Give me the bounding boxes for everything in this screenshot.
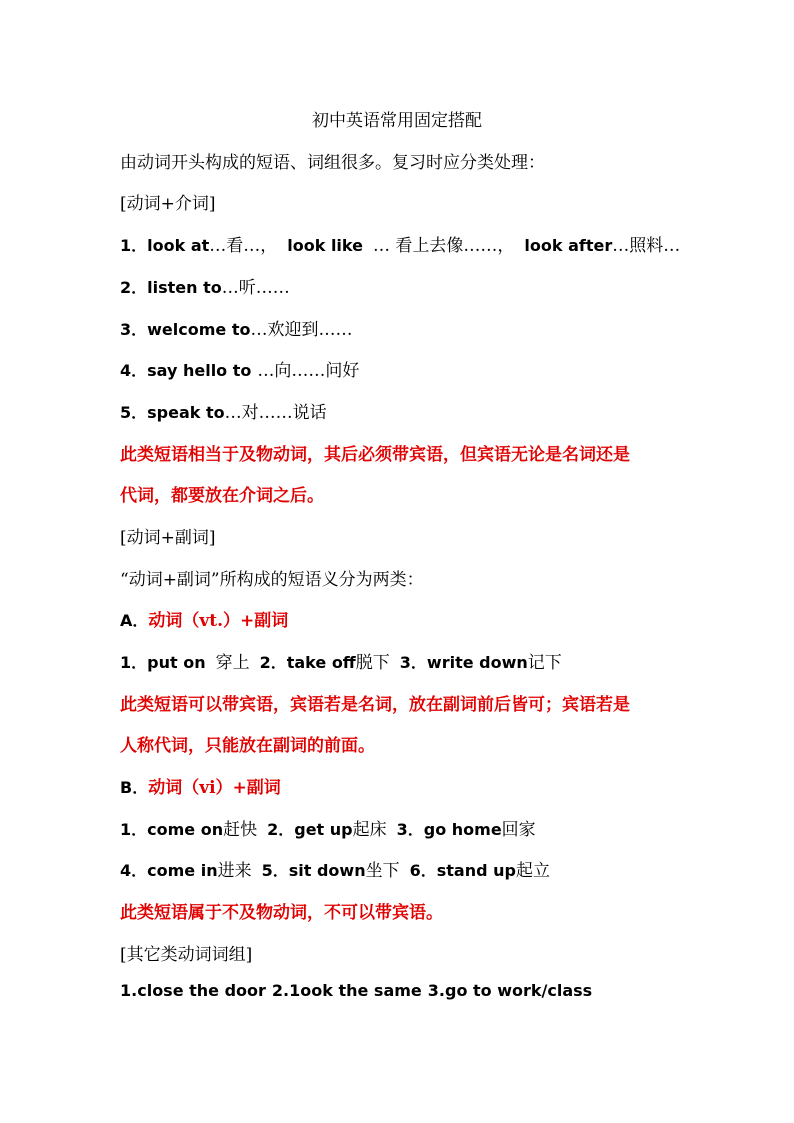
list-item (120, 315, 352, 340)
phrase-zh: 赶快 (223, 820, 258, 840)
section-heading-verb-prep: [动词+介词] (120, 194, 216, 214)
phrase-en: get up (294, 820, 353, 839)
phrase-en: put on (147, 653, 206, 672)
phrase-zh: 脱下 (355, 653, 390, 673)
section-heading-verb-adv: [动词+副词] (120, 528, 216, 548)
item-number: 1. (120, 981, 138, 1000)
grammar-note: 此类短语相当于及物动词，其后必须带宾语，但宾语无论是名词还是 (120, 445, 630, 465)
grammar-note: 代词，都要放在介词之后。 (120, 486, 324, 506)
phrase-zh: …听…… (221, 278, 290, 298)
subsection-title: 动词（vt.）+副词 (148, 611, 289, 631)
item-number: 6． (409, 861, 437, 880)
phrase-en: come in (147, 861, 218, 880)
phrase-en: close the door (137, 981, 266, 1000)
phrase-en: look at (147, 236, 210, 255)
list-item (120, 648, 562, 673)
phrase-en: look after (524, 236, 613, 255)
item-number: 2． (267, 820, 295, 839)
list-item (120, 815, 536, 840)
phrase-zh: … 看上去像……， (372, 236, 515, 256)
phrase-en: write down (426, 653, 528, 672)
item-number: 3． (396, 820, 424, 839)
phrase-zh: 起床 (352, 820, 387, 840)
phrase-en: say hello to (147, 361, 252, 380)
phrase-en: listen to (147, 278, 222, 297)
phrase-en: welcome to (147, 320, 251, 339)
phrase-zh: …看…， (209, 236, 278, 256)
page-title: 初中英语常用固定搭配 (312, 111, 482, 131)
item-number: 2． (259, 653, 287, 672)
phrase-en: sit down (288, 861, 366, 880)
section-intro: “动词+副词”所构成的短语义分为两类： (120, 570, 424, 590)
phrase-zh: 穿上 (215, 653, 250, 673)
phrase-zh: 进来 (217, 861, 252, 881)
grammar-note: 人称代词，只能放在副词的前面。 (120, 736, 375, 756)
phrase-zh: …照料… (612, 236, 681, 256)
item-number: 3． (399, 653, 427, 672)
phrase-en: speak to (147, 403, 225, 422)
subsection-label: A． (120, 611, 149, 630)
section-heading-other: [其它类动词词组] (120, 945, 253, 965)
item-number: 4． (120, 361, 148, 380)
phrase-en: look like (287, 236, 363, 255)
phrase-en: go to work/class (445, 981, 593, 1000)
list-item (120, 273, 290, 298)
item-number: 2． (120, 278, 148, 297)
item-number: 5． (120, 403, 148, 422)
list-item (120, 231, 680, 256)
phrase-zh: 回家 (501, 820, 536, 840)
item-number: 2. (271, 981, 290, 1000)
phrase-zh: 坐下 (365, 861, 400, 881)
phrase-zh: 起立 (515, 861, 550, 881)
subsection-b-heading (120, 773, 281, 798)
phrase-en: 1ook the same (289, 981, 422, 1000)
item-number: 1． (120, 820, 148, 839)
list-item (120, 356, 359, 381)
phrase-zh: 记下 (527, 653, 562, 673)
list-item (120, 856, 550, 881)
item-number: 1． (120, 236, 148, 255)
subsection-a-heading (120, 606, 288, 631)
intro-text: 由动词开头构成的短语、词组很多。复习时应分类处理： (120, 153, 545, 173)
subsection-label: B． (120, 778, 149, 797)
phrase-en: take off (286, 653, 356, 672)
list-item (120, 981, 592, 1001)
phrase-zh: …欢迎到…… (250, 320, 353, 340)
phrase-zh: …向……问好 (257, 361, 360, 381)
grammar-note: 此类短语属于不及物动词，不可以带宾语。 (120, 903, 443, 923)
item-number: 1． (120, 653, 148, 672)
item-number: 3. (427, 981, 445, 1000)
phrase-en: go home (423, 820, 502, 839)
item-number: 5． (261, 861, 289, 880)
grammar-note: 此类短语可以带宾语，宾语若是名词，放在副词前后皆可；宾语若是 (120, 695, 630, 715)
subsection-title: 动词（vi）+副词 (148, 778, 281, 798)
phrase-zh: …对……说话 (224, 403, 327, 423)
phrase-en: come on (147, 820, 224, 839)
item-number: 3． (120, 320, 148, 339)
list-item (120, 398, 327, 423)
phrase-en: stand up (436, 861, 516, 880)
item-number: 4． (120, 861, 148, 880)
